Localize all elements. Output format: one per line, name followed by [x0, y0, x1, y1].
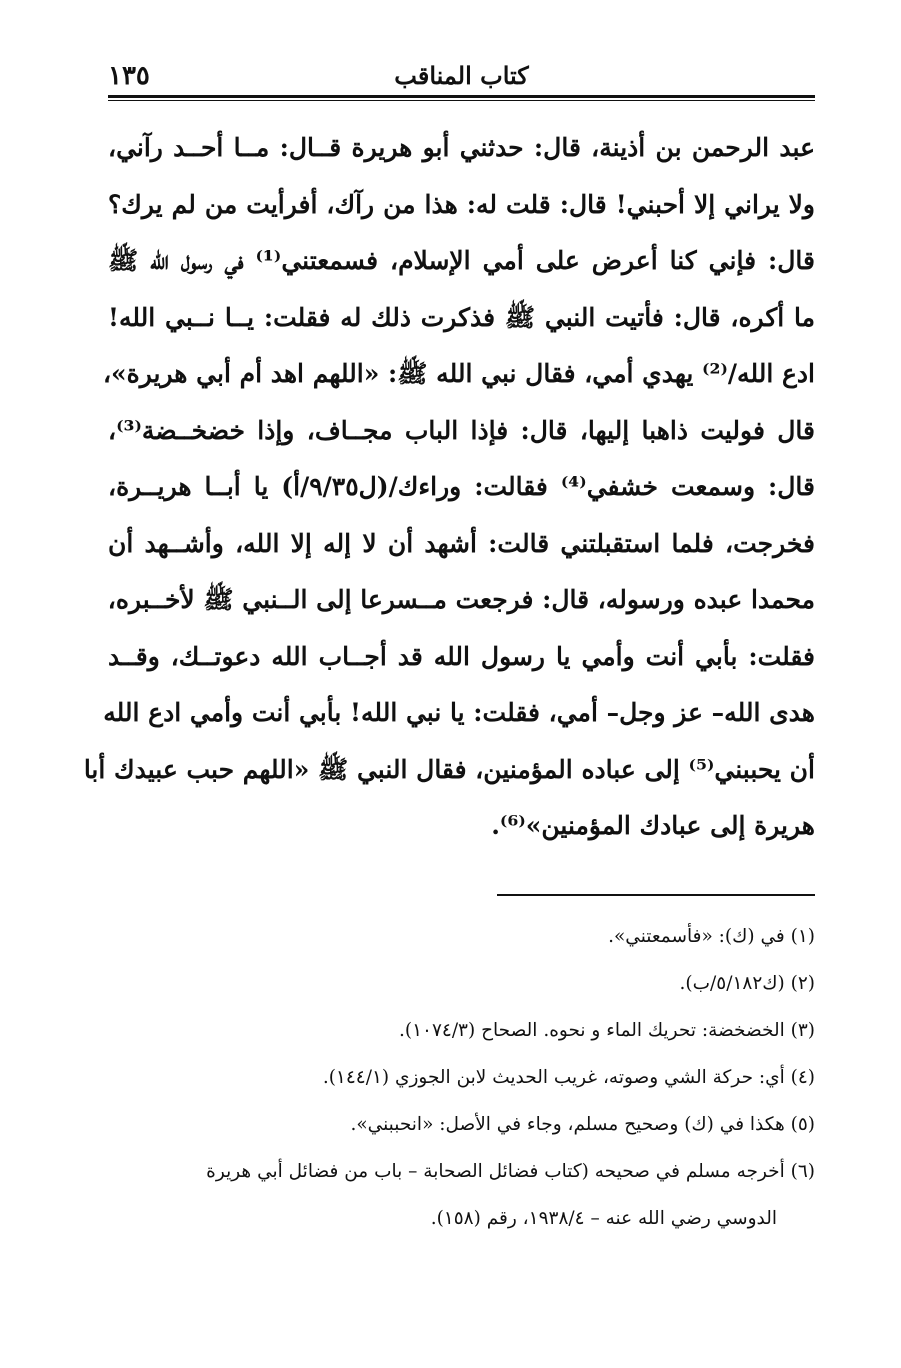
- text-line: ادع الله/⁽²⁾ يهدي أمي، فقال نبي الله ﷺ: «اللهم اهد أم أبي هريرة»،: [102, 359, 815, 388]
- footnote: (١) في (ك): «فأسمعتني».: [608, 926, 815, 947]
- main-text: [83, 120, 815, 855]
- text-line: ما أكره، قال: فأتيت النبي ﷺ فذكرت ذلك له فقلت: يــا نــبي الله!: [108, 302, 815, 332]
- text-line: فخرجت، فلما استقبلتني قالت: أشهد أن لا إله إلا الله، وأشــهد أن: [108, 528, 815, 558]
- footnote-separator: [497, 894, 815, 896]
- text-line: قال: فإني كنا أعرض على أمي الإسلام، فسمعتني⁽¹⁾ في رسول الله ﷺ: [108, 246, 815, 275]
- page-header: [108, 58, 815, 94]
- text-line: أن يحببني⁽⁵⁾ إلى عباده المؤمنين، فقال النبي ﷺ «اللهم حبب عبيدك أبا: [83, 754, 815, 784]
- page-number: ١٣٥: [108, 61, 150, 91]
- text-line: محمدا عبده ورسوله، قال: فرجعت مــسرعا إلى الــنبي ﷺ لأخــبره،: [107, 585, 815, 614]
- footnote: (٥) هكذا في (ك) وصحيح مسلم، وجاء في الأصل: «انحببني».: [350, 1114, 815, 1135]
- footnote: (٣) الخضخضة: تحريك الماء و نحوه. الصحاح (١٠٧٤/٣).: [398, 1020, 815, 1041]
- text-line: قال فوليت ذاهبا إليها، قال: فإذا الباب مجــاف، وإذا خضخــضة⁽³⁾،: [108, 415, 815, 445]
- text-line: ولا يراني إلا أحبني! قال: قلت له: هذا من رآك، أفرأيت من لم يرك؟: [108, 189, 815, 219]
- footnote: (٢) (ك٥/١٨٢/ب).: [679, 973, 815, 994]
- text-line: هريرة إلى عبادك المؤمنين»⁽⁶⁾.: [491, 811, 815, 840]
- footnotes: [108, 913, 815, 1242]
- chapter-title: كتاب المناقب: [394, 61, 529, 90]
- footnote: (٦) أخرجه مسلم في صحيحه (كتاب فضائل الصحابة – باب من فضائل أبي هريرة: [206, 1161, 815, 1182]
- text-line: فقلت: بأبي أنت وأمي يا رسول الله قد أجــاب الله دعوتــك، وقــد: [108, 641, 815, 671]
- text-line: عبد الرحمن بن أذينة، قال: حدثني أبو هريرة قــال: مــا أحــد رآني،: [108, 133, 815, 162]
- header-rule-thick: [108, 95, 815, 98]
- text-line: هدى الله– عز وجل– أمي، فقلت: يا نبي الله! بأبي أنت وأمي ادع الله: [103, 698, 815, 727]
- text-line: قال: وسمعت خشفي⁽⁴⁾ فقالت: وراءك/(ل٩/٣٥/أ) يا أبــا هريــرة،: [108, 472, 815, 501]
- footnote: (٤) أي: حركة الشي وصوته، غريب الحديث لابن الجوزي (١٤٤/١).: [322, 1067, 815, 1088]
- header-rule-thin: [108, 100, 815, 101]
- footnote-continuation: الدوسي رضي الله عنه – ١٩٣٨/٤، رقم (١٥٨).: [430, 1208, 777, 1229]
